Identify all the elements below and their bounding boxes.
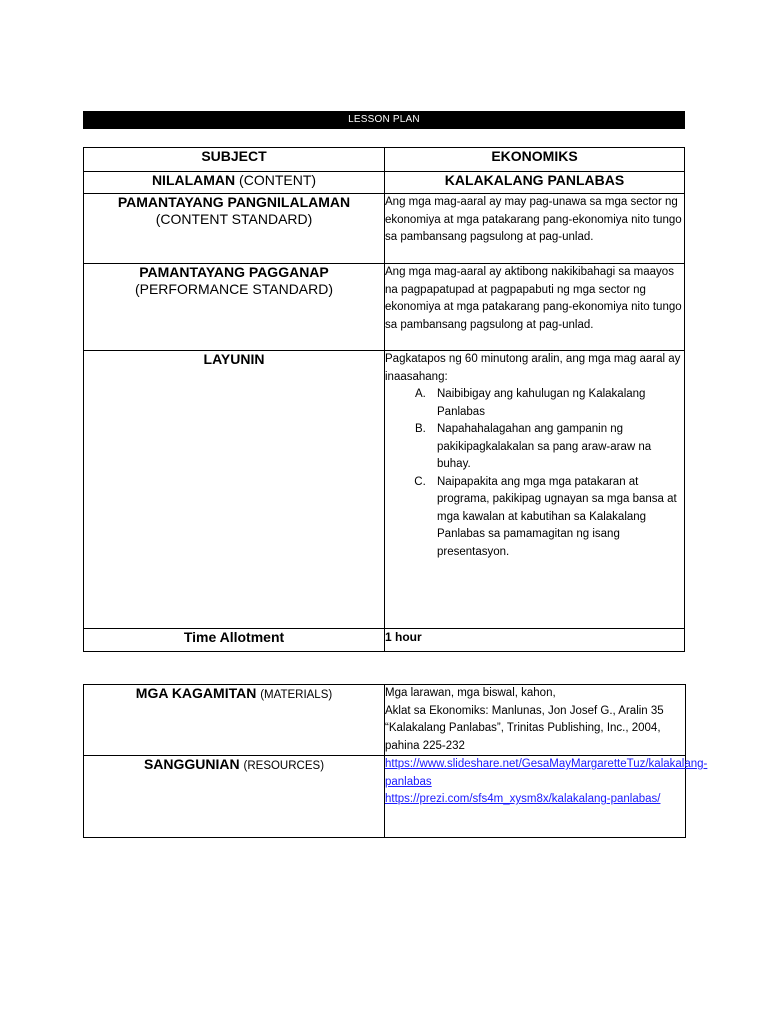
resource-link-prezi[interactable]: https://prezi.com/sfs4m_xysm8x/kalakalang-panlabas/	[385, 793, 661, 805]
resources-label-cell	[84, 756, 385, 838]
subject-value: EKONOMIKS	[385, 148, 685, 172]
content-row	[84, 172, 685, 194]
lesson-plan-table	[83, 147, 685, 652]
subject-row	[84, 148, 685, 172]
materials-line-1: Mga larawan, mga biswal, kahon,	[385, 687, 556, 699]
materials-label-en: (MATERIALS)	[260, 689, 333, 701]
time-label: Time Allotment	[84, 629, 385, 652]
resource-link-slideshare[interactable]: https://www.slideshare.net/GesaMayMargaretteTuz/kalakalang-panlabas	[385, 758, 708, 788]
objectives-list	[385, 386, 684, 561]
materials-table	[83, 684, 708, 838]
resources-row	[84, 756, 686, 838]
materials-cell	[385, 685, 686, 756]
objectives-intro: Pagkatapos ng 60 minutong aralin, ang mga mag aaral ay inaasahang:	[385, 353, 681, 383]
content-standard-label-cell	[84, 194, 385, 264]
materials-line-2: Aklat sa Ekonomiks: Manlunas, Jon Josef G., Aralin 35 “Kalakalang Panlabas”, Trinitas Publishing, Inc., 2004, pahina 225-232	[385, 704, 664, 752]
objectives-label: LAYUNIN	[84, 351, 385, 629]
materials-label: MGA KAGAMITAN	[135, 685, 257, 701]
content-label-cell	[84, 172, 385, 194]
lesson-plan-title: LESSON PLAN	[83, 111, 685, 129]
objective-item-c: C. Naipapakita ang mga mga patakaran at programa, pakikipag ugnayan sa mga bansa at mga kawalan at kabutihan sa Kalakalang Panlabas sa pamamagitan ng isang presentasyon.	[429, 474, 684, 562]
content-standard-text: Ang mga mag-aaral ay may pag-unawa sa mga sector ng ekonomiya at mga patakarang pang-ekonomiya nito tungo sa pambansang pagsulong at pag-unlad.	[385, 194, 685, 264]
resources-cell	[385, 756, 708, 838]
resources-label: SANGGUNIAN	[143, 756, 240, 772]
content-value: KALAKALANG PANLABAS	[385, 172, 685, 194]
performance-standard-text: Ang mga mag-aaral ay aktibong nakikibahagi sa maayos na pagpapatupad at pagpapabuti ng mga sector ng ekonomiya at mga patakarang pang-ekonomiya nito tungo sa pambansang pagsulong at pag-unlad.	[385, 264, 685, 351]
time-row	[84, 629, 685, 652]
performance-standard-label: PAMANTAYANG PAGGANAP	[139, 264, 329, 280]
materials-row	[84, 685, 686, 756]
content-label: NILALAMAN	[151, 172, 236, 188]
materials-label-cell	[84, 685, 385, 756]
time-value: 1 hour	[385, 629, 685, 652]
objective-item-b: B. Napahahalagahan ang gampanin ng pakikipagkalakalan sa pang araw-araw na buhay.	[429, 421, 684, 474]
content-standard-label: PAMANTAYANG PANGNILALAMAN	[117, 194, 351, 210]
objective-item-a: A. Naibibigay ang kahulugan ng Kalakalang Panlabas	[429, 386, 684, 421]
content-label-en: (CONTENT)	[239, 172, 317, 188]
content-standard-label-en: (CONTENT STANDARD)	[155, 211, 313, 227]
content-standard-row	[84, 194, 685, 264]
resources-label-en: (RESOURCES)	[243, 760, 325, 772]
objectives-cell	[385, 351, 685, 629]
performance-standard-label-cell	[84, 264, 385, 351]
performance-standard-label-en: (PERFORMANCE STANDARD)	[134, 281, 334, 297]
objectives-row	[84, 351, 685, 629]
subject-label: SUBJECT	[84, 148, 385, 172]
performance-standard-row	[84, 264, 685, 351]
